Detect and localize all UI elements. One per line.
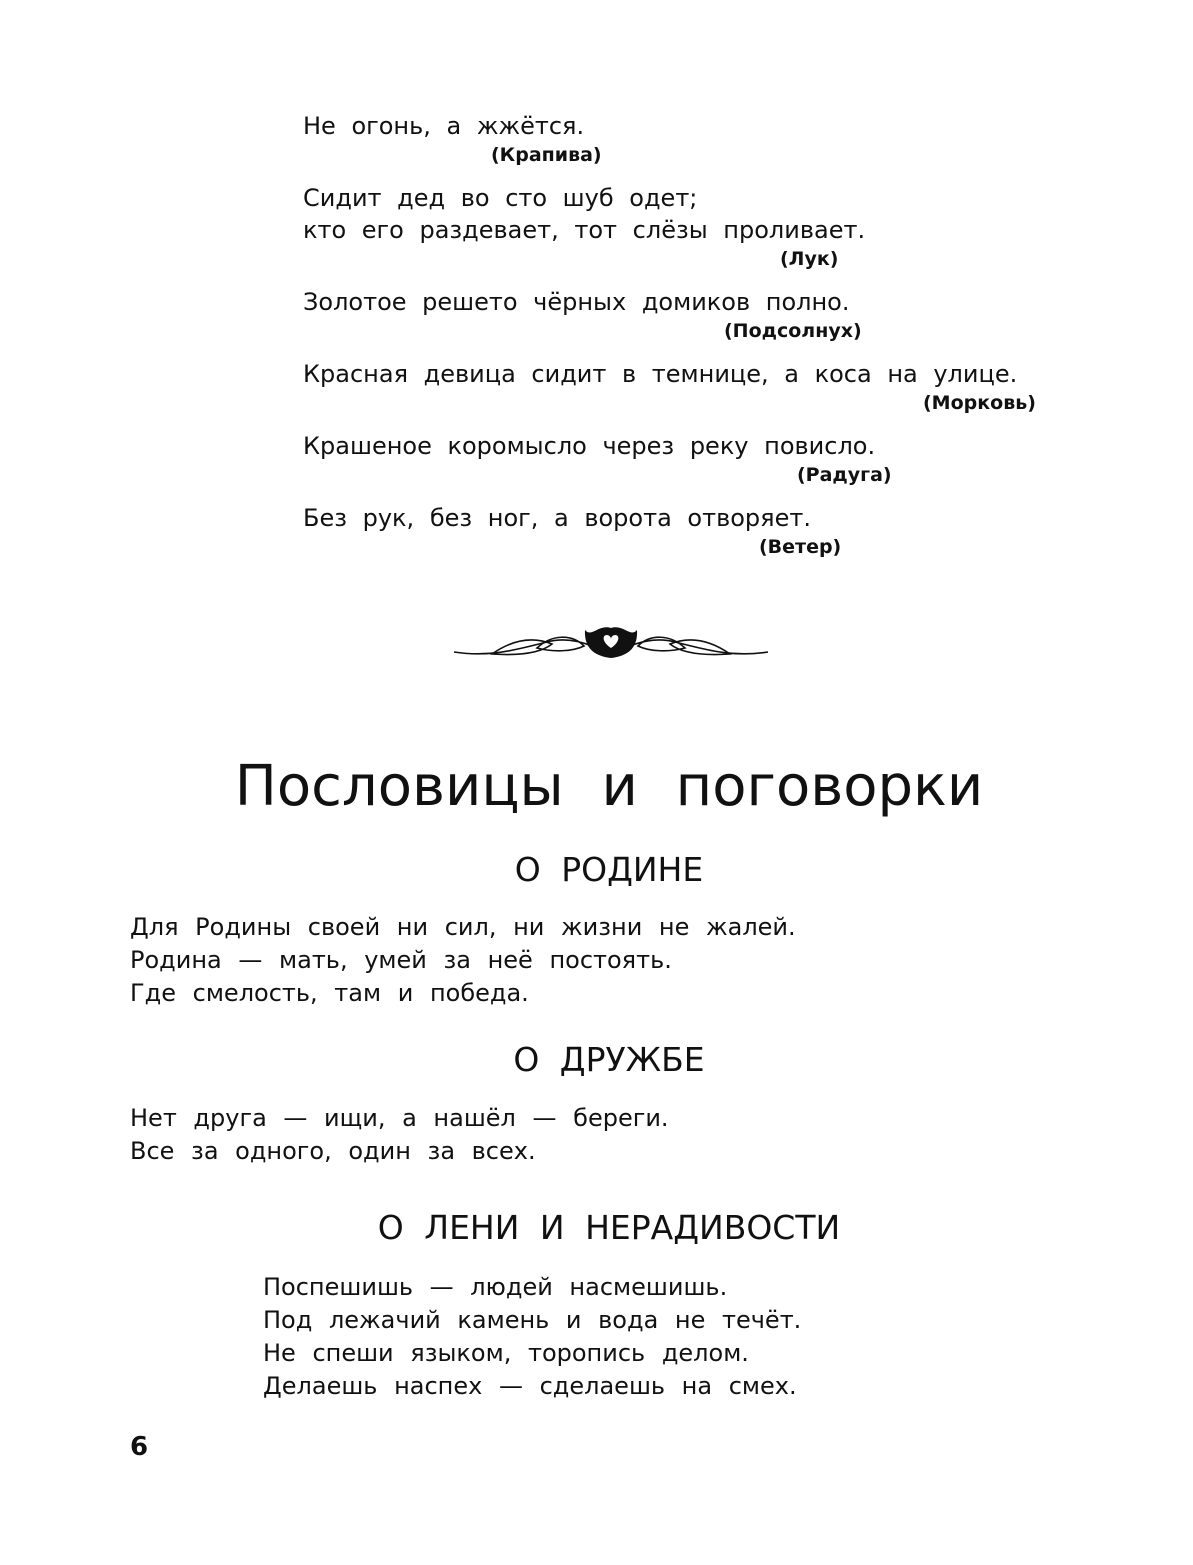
riddle — [303, 358, 1036, 416]
riddle — [303, 110, 1036, 168]
riddle — [303, 502, 1036, 560]
riddle-line: Без рук, без ног, а ворота отворяет. — [303, 504, 811, 532]
riddle-line: Не огонь, а жжётся. — [303, 112, 585, 140]
ornament-divider — [452, 618, 770, 666]
riddle-answer: (Крапива) — [491, 144, 602, 166]
riddle-answer: (Ветер) — [759, 536, 842, 558]
proverb-line: Для Родины своей ни сил, ни жизни не жалей. — [130, 913, 796, 941]
riddle — [303, 430, 1036, 488]
proverb-line: Под лежачий камень и вода не течёт. — [263, 1306, 802, 1334]
proverb-line: Не спеши языком, торопись делом. — [263, 1339, 749, 1367]
riddle-line: Сидит дед во сто шуб одет; — [303, 184, 698, 212]
riddle-line: кто его раздевает, тот слёзы проливает. — [303, 216, 866, 244]
page-title: Пословицы и поговорки — [234, 754, 984, 819]
riddle — [303, 182, 1036, 272]
proverb-line: Все за одного, один за всех. — [130, 1137, 536, 1165]
proverb-line: Делаешь наспех — сделаешь на смех. — [263, 1372, 797, 1400]
section-heading: О ДРУЖБЕ — [513, 1040, 705, 1079]
page-number: 6 — [130, 1432, 149, 1462]
section-heading: О РОДИНЕ — [514, 850, 704, 889]
proverb-line: Нет друга — ищи, а нашёл — береги. — [130, 1104, 669, 1132]
riddle-answer: (Морковь) — [923, 392, 1036, 414]
riddle-line: Красная девица сидит в темнице, а коса на улице. — [303, 360, 1018, 388]
proverb-line: Родина — мать, умей за неё постоять. — [130, 946, 672, 974]
riddle-answer: (Радуга) — [797, 464, 892, 486]
riddles-list — [303, 110, 1036, 574]
riddle — [303, 286, 1036, 344]
section-heading: О ЛЕНИ И НЕРАДИВОСТИ — [377, 1208, 841, 1247]
riddle-line: Золотое решето чёрных домиков полно. — [303, 288, 850, 316]
proverb-block — [263, 1271, 801, 1403]
proverb-block — [130, 911, 796, 1010]
riddle-answer: (Подсолнух) — [724, 320, 862, 342]
riddle-line: Крашеное коромысло через реку повисло. — [303, 432, 876, 460]
proverb-line: Поспешишь — людей насмешишь. — [263, 1273, 728, 1301]
proverb-line: Где смелость, там и победа. — [130, 979, 529, 1007]
riddle-answer: (Лук) — [780, 248, 839, 270]
proverb-block — [130, 1102, 669, 1168]
